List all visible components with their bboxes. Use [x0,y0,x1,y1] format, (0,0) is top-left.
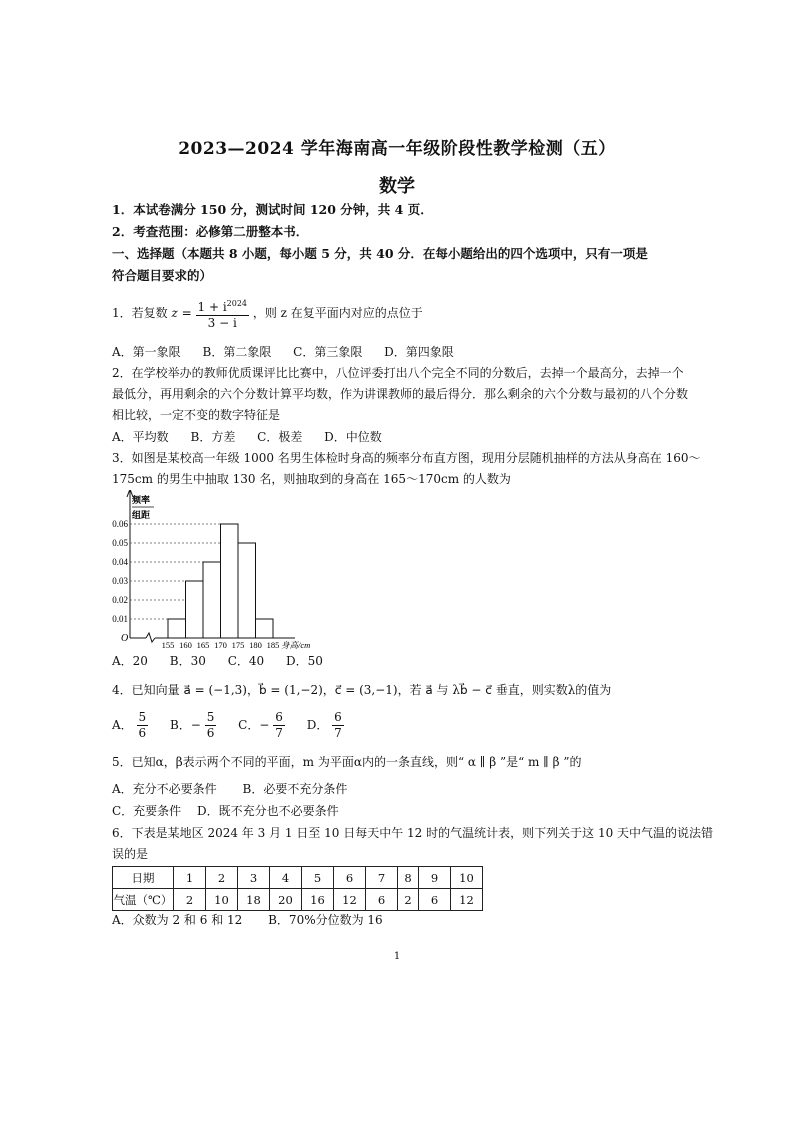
q4-option-d[interactable]: D． $\frac{6}{7}$ [306,710,342,740]
histogram-bar [168,619,186,638]
table-cell: 16 [302,889,334,911]
q6-line1: 6．下表是某地区 2024 年 3 月 1 日至 10 日每天中午 12 时的气温统计表，则下列关于这 10 天中气温的说法错 [112,826,714,840]
q1-option-a[interactable]: A．第一象限 [112,345,181,359]
table-row-dates [113,867,483,889]
table-cell: 18 [238,889,270,911]
table-cell: 3 [238,867,270,889]
y-tick-label: 0.01 [112,614,128,624]
y-tick-label: 0.05 [112,538,128,548]
q2-line1: 2．在学校举办的教师优质课评比比赛中，八位评委打出八个完全不同的分数后，去掉一个最高分，去掉一个 [112,366,684,380]
x-tick-label: 155 [161,640,175,650]
q2-line2: 最低分，再用剩余的六个分数计算平均数，作为讲课教师的最后得分．那么剩余的六个分数与最初的八个分数 [112,387,689,401]
histogram-bar [256,619,274,638]
q2-options [112,427,400,447]
q5-options-row1 [112,779,365,799]
table-cell: 7 [366,867,398,889]
page-number: 1 [393,951,401,962]
table-cell: 12 [334,889,366,911]
note-2: 2．考查范围：必修第二册整本书． [112,224,309,239]
q5-options-row2 [112,801,357,821]
q4-option-b[interactable]: B．− $\frac{5}{6}$ [169,710,215,740]
q1-numerator: $1 + i^{2024}$ [196,296,250,316]
q3-line2: 175cm 的男生中抽取 130 名，则抽取到的身高在 165～170cm 的人数为 [112,472,511,486]
q3-option-c[interactable]: C．40 [227,654,265,668]
table-cell: 6 [334,867,366,889]
q5-text: 5．已知α，β表示两个不同的平面，m 为平面α内的一条直线，则“ α ∥ β ”是“ m ∥ β ”的 [112,755,582,769]
height-histogram [108,490,368,650]
q2-option-b[interactable]: B．方差 [190,430,236,444]
q1-prefix: 1．若复数 [112,306,168,320]
q6-option-a[interactable]: A．众数为 2 和 6 和 12 [112,913,243,927]
table-cell: 6 [419,889,451,911]
table-cell: 1 [174,867,206,889]
q1-z: z = [171,306,192,320]
q1-option-c[interactable]: C．第三象限 [293,345,363,359]
q5-option-b[interactable]: B．必要不充分条件 [242,782,348,796]
q5-option-c[interactable]: C．充要条件 [112,804,182,818]
q2-option-d[interactable]: D．中位数 [324,430,382,444]
x-tick-label: 170 [214,640,227,650]
table-cell: 10 [451,867,483,889]
q1-denominator: 3 − i [207,316,237,330]
section-heading-line1: 一、选择题（本题共 8 小题，每小题 5 分，共 40 分．在每小题给出的四个选项中，只有一项是 [112,246,648,261]
q6-options [112,910,401,930]
table-cell: 5 [302,867,334,889]
section-heading-line2: 符合题目要求的） [112,268,213,283]
y-tick-label: 0.02 [112,595,128,605]
table-header-date: 日期 [113,867,174,889]
q6-option-b[interactable]: B．70%分位数为 16 [268,913,383,927]
table-cell: 10 [206,889,238,911]
q3-option-b[interactable]: B．30 [169,654,206,668]
q1-fraction [196,296,250,331]
q1-options [112,342,472,362]
q5-option-d[interactable]: D．既不充分也不必要条件 [197,804,339,818]
exam-title: 2023—2024 学年海南高一年级阶段性教学检测（五） [178,139,616,159]
table-cell: 12 [451,889,483,911]
q3-option-a[interactable]: A．20 [112,654,148,668]
q1-suffix: ，则 z 在复平面内对应的点位于 [252,306,423,320]
note-1: 1．本试卷满分 150 分，测试时间 120 分钟，共 4 页． [112,202,433,217]
q4-option-c[interactable]: C．− $\frac{6}{7}$ [238,710,283,740]
q3-options [112,651,341,671]
x-tick-label: 160 [179,640,192,650]
table-header-temp: 气温（℃） [113,889,174,911]
table-cell: 20 [270,889,302,911]
table-cell: 2 [206,867,238,889]
temperature-table [112,866,483,911]
q5-option-a[interactable]: A．充分不必要条件 [112,782,217,796]
x-tick-label: 165 [196,640,210,650]
q1-option-b[interactable]: B．第二象限 [202,345,272,359]
q4-text: 4．已知向量 a⃗ = (−1,3)，b⃗ = (1,−2)，c⃗ = (3,−1)，若 a⃗ 与 λb⃗ − c⃗ 垂直，则实数λ的值为 [112,683,612,697]
q1-option-d[interactable]: D．第四象限 [384,345,454,359]
y-axis-label-top: 频率 [132,495,151,505]
table-row-temps [113,889,483,911]
subject-title: 数学 [379,176,415,197]
histogram-bar [203,562,221,638]
q4-options [112,708,362,742]
question-1 [112,296,423,331]
q2-option-a[interactable]: A．平均数 [112,430,169,444]
table-cell: 8 [398,867,419,889]
x-tick-label: 180 [249,640,262,650]
y-tick-label: 0.03 [112,576,128,586]
axis-break [146,633,155,642]
table-cell: 6 [366,889,398,911]
q2-option-c[interactable]: C．极差 [257,430,303,444]
table-cell: 9 [419,867,451,889]
y-tick-label: 0.06 [112,519,128,529]
q3-line1: 3．如图是某校高一年级 1000 名男生体检时身高的频率分布直方图，现用分层随机抽样的方法从身高在 160～ [112,451,701,465]
y-tick-label: 0.04 [112,557,128,567]
q6-line2: 误的是 [112,847,149,861]
q3-option-d[interactable]: D．50 [285,654,323,668]
x-axis-label: 身高/cm [281,640,311,650]
y-axis-label-bottom: 组距 [132,510,151,520]
q2-line3: 相比较，一定不变的数字特征是 [112,408,281,422]
table-cell: 2 [174,889,206,911]
table-cell: 2 [398,889,419,911]
histogram-bar [238,543,256,638]
x-tick-label: 185 [266,640,280,650]
histogram-bar [221,524,239,638]
q4-option-a[interactable]: A． $\frac{5}{6}$ [112,710,147,740]
x-tick-label: 175 [231,640,245,650]
origin-label: O [121,633,129,644]
table-cell: 4 [270,867,302,889]
histogram-bar [186,581,204,638]
